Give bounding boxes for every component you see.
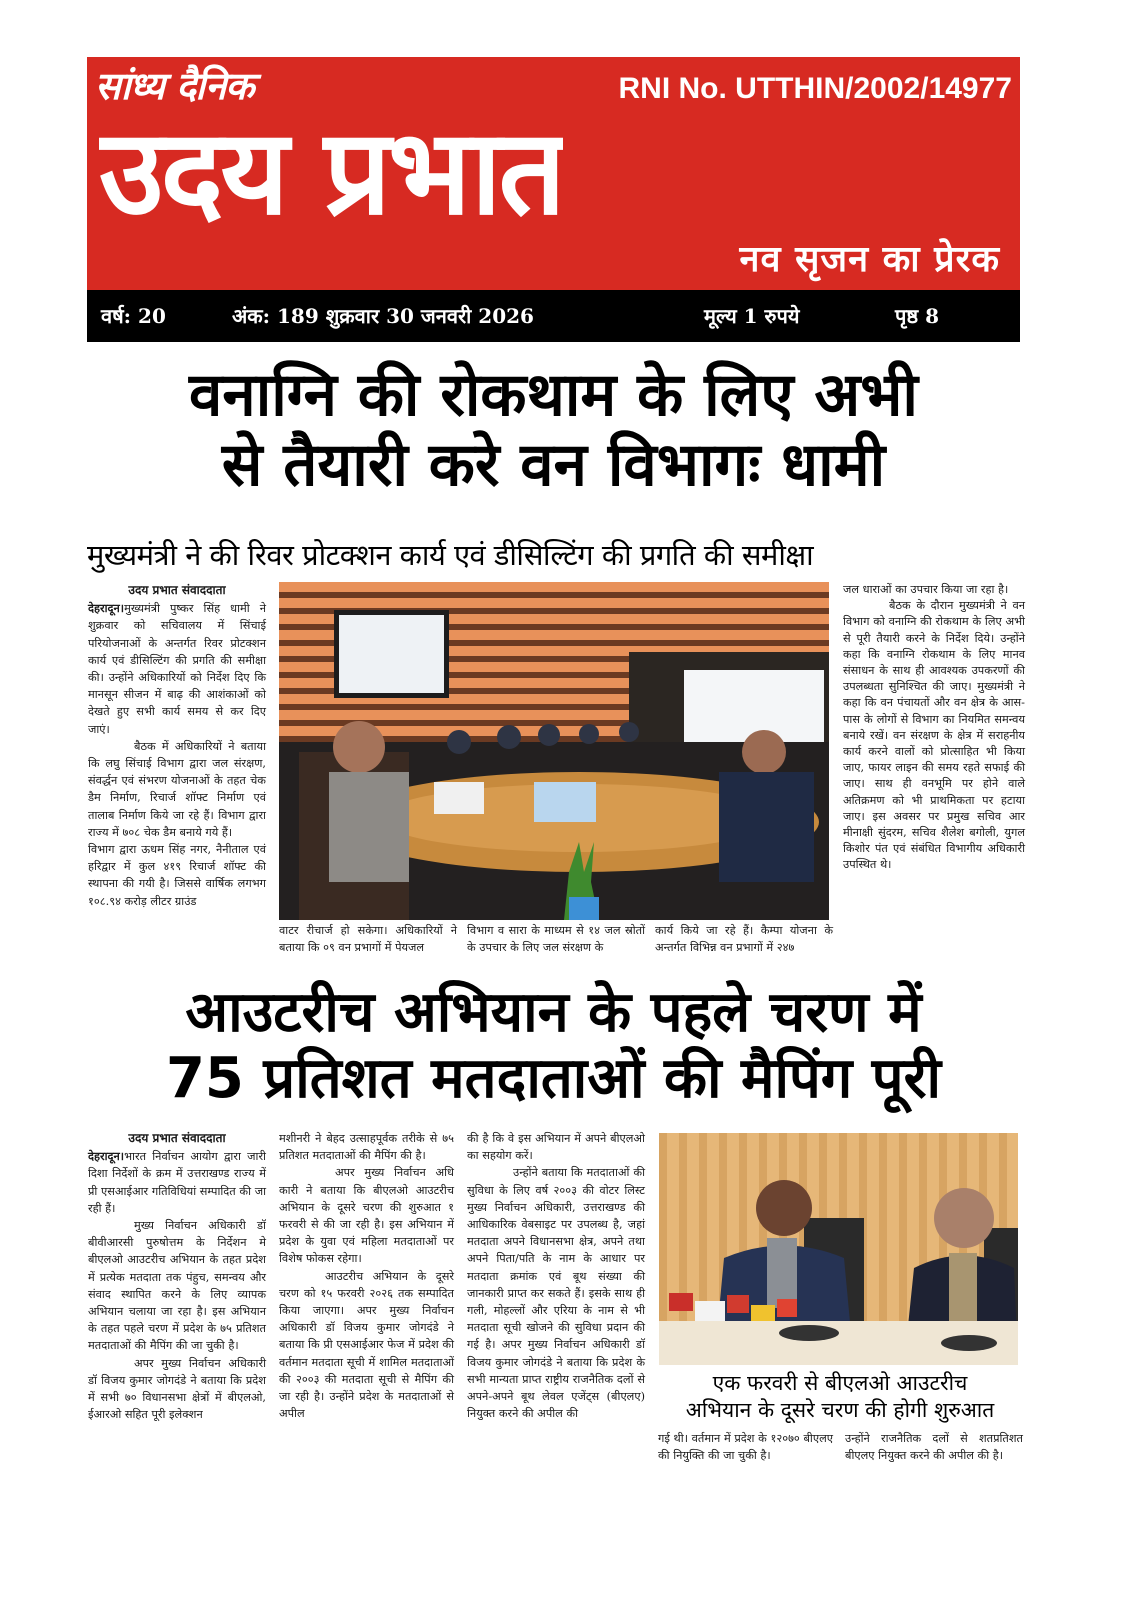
rni-number: RNI No. UTTHIN/2002/14977 bbox=[618, 72, 1012, 105]
article2-paragraph: की है कि वे इस अभियान में अपने बीएलओ का सहयोग करें। bbox=[467, 1132, 645, 1163]
article2-headline-line2: 75 प्रतिशत मतदाताओं की मैपिंग पूरी bbox=[165, 1045, 942, 1111]
article1-paragraph: विभाग व सारा के माध्यम से १४ जल स्रोतों के उपचार के लिए जल संरक्षण के bbox=[467, 924, 645, 955]
issue-price: मूल्य 1 रुपये bbox=[704, 304, 800, 328]
article1-column-1 bbox=[88, 582, 266, 910]
article2-headline bbox=[87, 980, 1020, 1111]
article1-paragraph: मुख्यमंत्री पुष्कर सिंह धामी ने शुक्रवार को सचिवालय में सिंचाई परियोजनाओं के अन्तर्गत रिवर प्रोटक्शन कार्य एवं डीसिल्टिंग की प्रगति की समीक्षा की। उन्होंने अधिकारियों को निर्देश दिए कि मानसून सीजन में बाढ़ की आशंकाओं को देखते हुए सभी कार्य समय से कर दिए जाएं। bbox=[88, 602, 266, 736]
article2-column-3 bbox=[467, 1130, 645, 1422]
issue-year: वर्ष: 20 bbox=[101, 304, 166, 328]
masthead-kicker: सांध्य दैनिक bbox=[95, 64, 254, 108]
article2-paragraph: मशीनरी ने बेहद उत्साहपूर्वक तरीके से ७५ प्रतिशत मतदाताओं की मैपिंग की है। bbox=[279, 1132, 454, 1163]
article2-column-4 bbox=[658, 1430, 833, 1464]
caption-line2: अभियान के दूसरे चरण की होगी शुरुआत bbox=[685, 1398, 995, 1422]
article2-paragraph: मुख्य निर्वाचन अधिकारी डॉ बीवीआरसी पुरुषोत्तम के निर्देशन मे बीएलओ आउटरीच अभियान के तहत प्रदेश में प्रत्येक मतदाता तक पंहुच, समन्वय और संवाद स्थापित करने के लिए व्यापक अभियान चलाया जा रहा है। इस अभियान के तहत पहले चरण में प्रदेश के ७५ प्रतिशत मतदाताओं की मैपिंग की जा चुकी है। bbox=[88, 1219, 266, 1353]
article2-paragraph: अपर मुख्य निर्वाचन अधि कारी ने बताया कि बीएलओ आउटरीच अभियान के दूसरे चरण की शुरुआत १ फरवरी से की जा रही है। इस अभियान में प्रदेश के युवा एवं महिला मतदाताओं पर विशेष फोकस रहेगा। bbox=[279, 1166, 454, 1266]
article1-headline bbox=[87, 360, 1020, 500]
article2-column-2 bbox=[279, 1130, 454, 1422]
article2-paragraph: उन्होंने राजनैतिक दलों से शतप्रतिशत बीएलए नियुक्त करने की अपील की है। bbox=[845, 1432, 1023, 1463]
newspaper-title: उदय प्रभात bbox=[99, 109, 563, 235]
article1-column-3 bbox=[467, 922, 645, 956]
page-count: पृष्ठ 8 bbox=[895, 304, 940, 328]
article1-paragraph: बैठक के दौरान मुख्यमंत्री ने वन विभाग को वनाग्नि की रोकथाम के लिए अभी से पूरी तैयारी करने के निर्देश दिये। उन्होंने कहा कि वनाग्नि रोकथाम के लिए मानव संसाधन के साथ ही आवश्यक उपकरणों की उपलब्धता सुनिश्चित की जाए। मुख्यमंत्री ने कहा कि वन पंचायतों और वन क्षेत्र के आस-पास के लोगों से विभाग का नियमित समन्वय बनाये रखें। वन संरक्षण के क्षेत्र में सराहनीय कार्य करने वालों को प्रोत्साहित भी किया जाए, फायर लाइन की समय रहते सफाई की जाए। साथ ही वनभूमि पर होने वाले अतिक्रमण को भी प्राथमिकता पर हटाया जाए। इस अवसर पर प्रमुख सचिव आर मीनाक्षी सुंदरम, सचिव शैलेश बगोली, युगल किशोर पंत एवं संबंधित विभागीय अधिकारी उपस्थित थे। bbox=[843, 599, 1025, 872]
masthead-tagline: नव सृजन का प्रेरक bbox=[739, 239, 1000, 280]
article1-column-5 bbox=[843, 582, 1025, 874]
article1-dateline: देहरादून। bbox=[88, 601, 125, 616]
masthead bbox=[87, 57, 1020, 290]
article2-dateline: देहरादून। bbox=[88, 1149, 125, 1164]
article2-paragraph: उन्होंने बताया कि मतदाताओं की सुविधा के लिए वर्ष २००३ की वोटर लिस्ट मुख्य निर्वाचन अधिकारी, उत्तराखण्ड की आधिकारिक वेबसाइट पर उपलब्ध है, जहां मतदाता अपने विधानसभा क्षेत्र, अपने तथा अपने पिता/पति के नाम के आधार पर मतदाता क्रमांक एवं बूथ संख्या की जानकारी प्राप्त कर सकते हैं। इसके साथ ही गली, मोहल्लों और एरिया के नाम से भी मतदाता सूची खोजने की सुविधा प्रदान की गई है। अपर मुख्य निर्वाचन अधिकारी डॉ विजय कुमार जोगदंडे ने बताया कि प्रदेश के सभी मान्यता प्राप्त राष्ट्रीय राजनैतिक दलों से अपने-अपने बूथ लेवल एजेंट्स (बीएलए) नियुक्त करने की अपील की bbox=[467, 1166, 645, 1421]
press-conference-photo bbox=[659, 1133, 1018, 1365]
article2-paragraph: भारत निर्वाचन आयोग द्वारा जारी दिशा निर्देशों के क्रम में उत्तराखण्ड राज्य में प्री एसआईआर गतिविधियां सम्पादित की जा रही हैं। bbox=[88, 1150, 266, 1215]
article1-paragraph: विभाग द्वारा ऊधम सिंह नगर, नैनीताल एवं हरिद्वार में कुल ४१९ रिचार्ज शॉफ्ट की स्थापना की गयी है। जिससे वार्षिक लगभग १०८.९४ करोड़ लीटर ग्राउंड bbox=[88, 843, 266, 908]
caption-line1: एक फरवरी से बीएलओ आउटरीच bbox=[712, 1371, 968, 1395]
article2-column-1 bbox=[88, 1130, 266, 1423]
article1-paragraph: कार्य किये जा रहे हैं। कैम्पा योजना के अन्तर्गत विभिन्न वन प्रभागों में २४७ bbox=[655, 924, 833, 955]
article2-paragraph: आउटरीच अभियान के दूसरे चरण को १५ फरवरी २०२६ तक सम्पादित किया जाएगा। अपर मुख्य निर्वाचन अधिकारी डॉ विजय कुमार जोगदंडे ने बताया कि प्री एसआईआर फेज में प्रदेश की वर्तमान मतदाता सूची में शामिल मतदाताओं की २००३ की मतदाता सूची से मैपिंग की जा रही है। उन्होंने प्रदेश के मतदाताओं से अपील bbox=[279, 1269, 454, 1421]
article2-column-5 bbox=[845, 1430, 1023, 1464]
meeting-photo bbox=[279, 582, 829, 920]
article2-paragraph: अपर मुख्य निर्वाचन अधिकारी डॉ विजय कुमार जोगदंडे ने बताया कि प्रदेश में सभी ७० विधानसभा क्षेत्रों में बीएलओ, ईआरओ सहित पूरी इलेक्शन bbox=[88, 1356, 266, 1422]
photo-caption bbox=[655, 1370, 1025, 1424]
article2-paragraph: गई थी। वर्तमान में प्रदेश के १२०७० बीएलए की नियुक्ति की जा चुकी है। bbox=[658, 1432, 833, 1463]
article1-paragraph: वाटर रीचार्ज हो सकेगा। अधिकारियों ने बताया कि ०९ वन प्रभागों में पेयजल bbox=[279, 924, 457, 955]
article1-column-4 bbox=[655, 922, 833, 956]
article1-headline-line2: से तैयारी करे वन विभागः धामी bbox=[221, 430, 886, 501]
article1-byline: उदय प्रभात संवाददाता bbox=[128, 583, 226, 597]
issue-number-date: अंक: 189 शुक्रवार 30 जनवरी 2026 bbox=[232, 304, 534, 328]
article1-paragraph: जल धाराओं का उपचार किया जा रहा है। bbox=[843, 583, 1009, 596]
meeting-photo-graphic bbox=[279, 582, 829, 920]
article2-byline: उदय प्रभात संवाददाता bbox=[128, 1131, 226, 1145]
article1-headline-line1: वनाग्नि की रोकथाम के लिए अभी bbox=[189, 360, 918, 430]
article2-headline-line1: आउटरीच अभियान के पहले चरण में bbox=[185, 980, 922, 1045]
issue-info-bar bbox=[87, 290, 1020, 342]
article1-column-2 bbox=[279, 922, 457, 956]
article1-subheadline: मुख्यमंत्री ने की रिवर प्रोटक्शन कार्य एवं डीसिल्टिंग की प्रगति की समीक्षा bbox=[87, 538, 814, 572]
article1-paragraph: बैठक में अधिकारियों ने बताया कि लघु सिंचाई विभाग द्वारा जल संरक्षण, संवर्द्धन एवं संभरण योजनाओं के तहत चेक डैम निर्माण, रिचार्ज शॉफ्ट निर्माण एवं तालाब निर्माण किये जा रहे हैं। विभाग द्वारा राज्य में ७०८ चेक डैम बनाये गये हैं। bbox=[88, 739, 266, 839]
press-conference-graphic bbox=[659, 1133, 1018, 1365]
